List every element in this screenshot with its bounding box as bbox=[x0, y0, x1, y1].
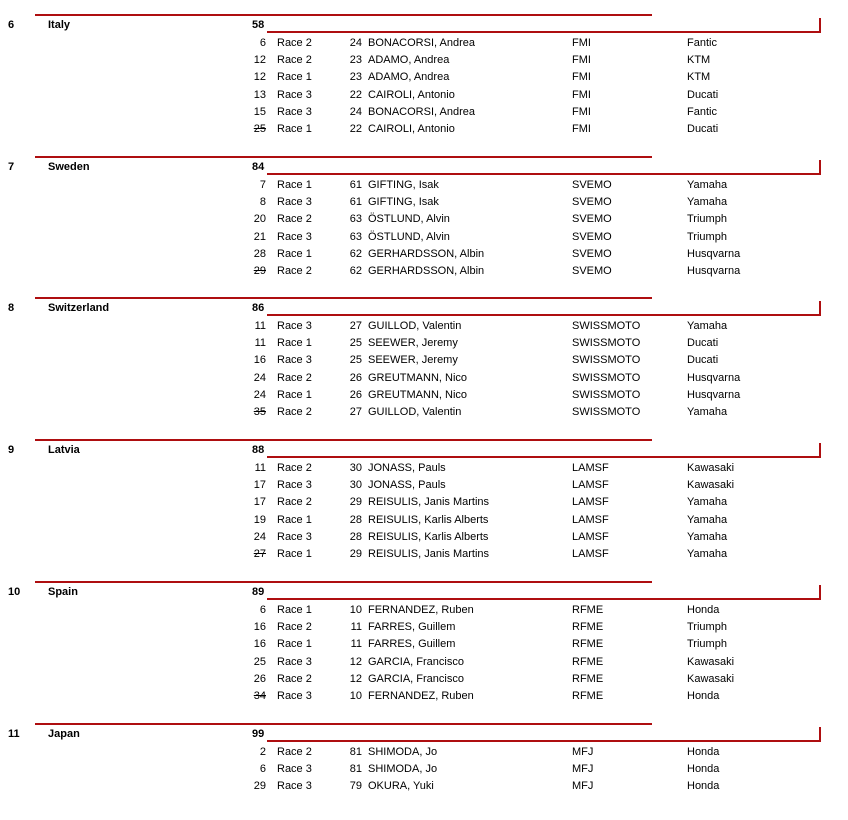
race-cell: Race 2 bbox=[277, 462, 312, 474]
rider-name-cell: FERNANDEZ, Ruben bbox=[368, 690, 474, 702]
rider-name-cell: GUILLOD, Valentin bbox=[368, 320, 462, 332]
rider-name-cell: GREUTMANN, Nico bbox=[368, 389, 468, 401]
rider-name-cell: SEEWER, Jeremy bbox=[368, 337, 458, 349]
federation-cell: SVEMO bbox=[572, 231, 612, 243]
rider-name-cell: SHIMODA, Jo bbox=[368, 746, 438, 758]
bike-number-cell: 29 bbox=[349, 548, 362, 560]
result-row bbox=[0, 353, 848, 367]
bike-brand-cell: Yamaha bbox=[687, 320, 728, 332]
position-cell: 11 bbox=[254, 462, 266, 474]
rider-name-cell: JONASS, Pauls bbox=[368, 462, 446, 474]
race-cell: Race 1 bbox=[277, 248, 312, 260]
rider-name-cell: GIFTING, Isak bbox=[368, 196, 439, 208]
bike-number-cell: 61 bbox=[349, 179, 362, 191]
position-cell: 11 bbox=[254, 337, 266, 349]
bike-number-cell: 79 bbox=[349, 780, 362, 792]
rider-name-cell: GERHARDSSON, Albin bbox=[368, 265, 485, 277]
position-cell: 24 bbox=[253, 531, 266, 543]
rider-name-cell: CAIROLI, Antonio bbox=[368, 123, 455, 135]
race-cell: Race 3 bbox=[277, 89, 312, 101]
bike-brand-cell: Yamaha bbox=[687, 406, 728, 418]
rider-name-cell: GARCIA, Francisco bbox=[368, 656, 464, 668]
country-rank: 8 bbox=[8, 302, 15, 314]
position-cell: 16 bbox=[253, 621, 266, 633]
rider-name-cell: ADAMO, Andrea bbox=[368, 71, 450, 83]
bike-brand-cell: KTM bbox=[687, 54, 711, 66]
bike-number-cell: 61 bbox=[349, 196, 362, 208]
result-row bbox=[0, 603, 848, 617]
country-points: 58 bbox=[252, 19, 265, 31]
country-section bbox=[0, 14, 848, 156]
bike-number-cell: 10 bbox=[349, 690, 362, 702]
result-row bbox=[0, 637, 848, 651]
race-cell: Race 2 bbox=[277, 496, 312, 508]
federation-cell: SVEMO bbox=[572, 196, 612, 208]
country-name: Spain bbox=[48, 586, 78, 598]
position-cell: 2 bbox=[259, 746, 266, 758]
bike-brand-cell: Yamaha bbox=[687, 179, 728, 191]
federation-cell: FMI bbox=[572, 71, 591, 83]
bike-brand-cell: Triumph bbox=[687, 231, 727, 243]
rider-name-cell: GERHARDSSON, Albin bbox=[368, 248, 485, 260]
race-cell: Race 2 bbox=[277, 746, 312, 758]
race-cell: Race 2 bbox=[277, 213, 312, 225]
rows-divider-line bbox=[267, 598, 821, 600]
bike-number-cell: 11 bbox=[350, 621, 362, 633]
rows-divider-tick bbox=[819, 301, 821, 316]
bike-brand-cell: Ducati bbox=[687, 123, 719, 135]
result-row bbox=[0, 212, 848, 226]
result-row bbox=[0, 530, 848, 544]
race-cell: Race 1 bbox=[277, 604, 312, 616]
country-section bbox=[0, 297, 848, 439]
result-row bbox=[0, 264, 848, 278]
bike-number-cell: 22 bbox=[349, 123, 362, 135]
rows-divider-line bbox=[267, 740, 821, 742]
position-cell: 16 bbox=[253, 354, 266, 366]
bike-number-cell: 26 bbox=[349, 389, 362, 401]
federation-cell: SWISSMOTO bbox=[572, 354, 641, 366]
race-cell: Race 3 bbox=[277, 656, 312, 668]
bike-number-cell: 63 bbox=[349, 231, 362, 243]
rider-name-cell: FARRES, Guillem bbox=[368, 621, 456, 633]
bike-brand-cell: Triumph bbox=[687, 213, 727, 225]
position-cell: 28 bbox=[253, 248, 266, 260]
rows-divider-tick bbox=[819, 585, 821, 600]
result-row bbox=[0, 122, 848, 136]
bike-number-cell: 62 bbox=[349, 265, 362, 277]
position-cell: 7 bbox=[259, 179, 266, 191]
section-divider-line bbox=[35, 156, 652, 158]
race-cell: Race 3 bbox=[277, 780, 312, 792]
position-cell: 6 bbox=[259, 604, 266, 616]
section-divider-line bbox=[35, 297, 652, 299]
result-row bbox=[0, 247, 848, 261]
result-row bbox=[0, 478, 848, 492]
result-row bbox=[0, 88, 848, 102]
position-cell: 25 bbox=[253, 123, 266, 135]
bike-number-cell: 10 bbox=[349, 604, 362, 616]
race-cell: Race 1 bbox=[277, 389, 312, 401]
rider-name-cell: BONACORSI, Andrea bbox=[368, 106, 475, 118]
position-cell: 29 bbox=[253, 780, 266, 792]
bike-brand-cell: Yamaha bbox=[687, 531, 728, 543]
result-row bbox=[0, 70, 848, 84]
federation-cell: RFME bbox=[572, 621, 604, 633]
country-rank: 7 bbox=[8, 161, 15, 173]
bike-brand-cell: Fantic bbox=[687, 106, 717, 118]
race-cell: Race 2 bbox=[277, 673, 312, 685]
rows-divider-tick bbox=[819, 443, 821, 458]
race-cell: Race 1 bbox=[277, 514, 312, 526]
result-row bbox=[0, 105, 848, 119]
rider-name-cell: GIFTING, Isak bbox=[368, 179, 439, 191]
federation-cell: RFME bbox=[572, 638, 604, 650]
result-row bbox=[0, 655, 848, 669]
federation-cell: SWISSMOTO bbox=[572, 406, 641, 418]
bike-brand-cell: Fantic bbox=[687, 37, 717, 49]
position-cell: 24 bbox=[253, 372, 266, 384]
bike-brand-cell: Yamaha bbox=[687, 196, 728, 208]
position-cell: 12 bbox=[253, 71, 266, 83]
rows-divider-line bbox=[267, 31, 821, 33]
rider-name-cell: JONASS, Pauls bbox=[368, 479, 446, 491]
rider-name-cell: SHIMODA, Jo bbox=[368, 763, 438, 775]
race-cell: Race 1 bbox=[277, 71, 312, 83]
race-cell: Race 3 bbox=[277, 479, 312, 491]
rider-name-cell: FERNANDEZ, Ruben bbox=[368, 604, 474, 616]
result-row bbox=[0, 371, 848, 385]
result-row bbox=[0, 405, 848, 419]
federation-cell: FMI bbox=[572, 89, 591, 101]
position-cell: 34 bbox=[253, 690, 266, 702]
race-cell: Race 2 bbox=[277, 54, 312, 66]
race-cell: Race 3 bbox=[277, 531, 312, 543]
federation-cell: SWISSMOTO bbox=[572, 389, 641, 401]
position-cell: 17 bbox=[253, 479, 266, 491]
rows-divider-tick bbox=[819, 18, 821, 33]
rider-name-cell: REISULIS, Janis Martins bbox=[368, 496, 490, 508]
result-row bbox=[0, 547, 848, 561]
bike-number-cell: 12 bbox=[349, 673, 362, 685]
rider-name-cell: ÖSTLUND, Alvin bbox=[368, 231, 450, 243]
country-name: Sweden bbox=[48, 161, 90, 173]
position-cell: 24 bbox=[253, 389, 266, 401]
bike-brand-cell: Husqvarna bbox=[687, 372, 741, 384]
rider-name-cell: FARRES, Guillem bbox=[368, 638, 456, 650]
rows-divider-line bbox=[267, 314, 821, 316]
bike-brand-cell: Honda bbox=[687, 604, 720, 616]
rows-divider-line bbox=[267, 173, 821, 175]
country-name: Switzerland bbox=[48, 302, 110, 314]
race-cell: Race 1 bbox=[277, 337, 312, 349]
bike-brand-cell: Yamaha bbox=[687, 514, 728, 526]
federation-cell: FMI bbox=[572, 123, 591, 135]
section-divider-line bbox=[35, 439, 652, 441]
country-rank: 9 bbox=[8, 444, 15, 456]
position-cell: 13 bbox=[253, 89, 266, 101]
federation-cell: MFJ bbox=[572, 746, 594, 758]
bike-number-cell: 25 bbox=[349, 354, 362, 366]
position-cell: 25 bbox=[253, 656, 266, 668]
position-cell: 11 bbox=[254, 320, 266, 332]
bike-brand-cell: Honda bbox=[687, 780, 720, 792]
race-cell: Race 3 bbox=[277, 354, 312, 366]
country-points: 88 bbox=[252, 444, 265, 456]
federation-cell: RFME bbox=[572, 604, 604, 616]
bike-brand-cell: Kawasaki bbox=[687, 673, 735, 685]
result-row bbox=[0, 336, 848, 350]
federation-cell: SWISSMOTO bbox=[572, 337, 641, 349]
bike-number-cell: 26 bbox=[349, 372, 362, 384]
federation-cell: LAMSF bbox=[572, 462, 609, 474]
race-cell: Race 2 bbox=[277, 621, 312, 633]
result-row bbox=[0, 461, 848, 475]
position-cell: 6 bbox=[259, 37, 266, 49]
bike-brand-cell: Husqvarna bbox=[687, 265, 741, 277]
rider-name-cell: SEEWER, Jeremy bbox=[368, 354, 458, 366]
federation-cell: RFME bbox=[572, 656, 604, 668]
position-cell: 20 bbox=[253, 213, 266, 225]
federation-cell: MFJ bbox=[572, 763, 594, 775]
bike-brand-cell: Honda bbox=[687, 763, 720, 775]
race-cell: Race 2 bbox=[277, 406, 312, 418]
position-cell: 8 bbox=[259, 196, 266, 208]
race-cell: Race 3 bbox=[277, 106, 312, 118]
country-section bbox=[0, 581, 848, 723]
position-cell: 12 bbox=[253, 54, 266, 66]
rider-name-cell: GARCIA, Francisco bbox=[368, 673, 464, 685]
bike-number-cell: 24 bbox=[349, 106, 362, 118]
bike-brand-cell: Yamaha bbox=[687, 548, 728, 560]
bike-number-cell: 81 bbox=[349, 746, 362, 758]
bike-number-cell: 25 bbox=[349, 337, 362, 349]
federation-cell: MFJ bbox=[572, 780, 594, 792]
position-cell: 29 bbox=[253, 265, 266, 277]
result-row bbox=[0, 762, 848, 776]
bike-number-cell: 28 bbox=[349, 531, 362, 543]
result-row bbox=[0, 388, 848, 402]
federation-cell: SWISSMOTO bbox=[572, 372, 641, 384]
rider-name-cell: CAIROLI, Antonio bbox=[368, 89, 455, 101]
race-cell: Race 2 bbox=[277, 372, 312, 384]
race-cell: Race 3 bbox=[277, 690, 312, 702]
bike-number-cell: 23 bbox=[349, 54, 362, 66]
bike-number-cell: 24 bbox=[349, 37, 362, 49]
result-row bbox=[0, 195, 848, 209]
position-cell: 19 bbox=[253, 514, 266, 526]
bike-brand-cell: Ducati bbox=[687, 354, 719, 366]
federation-cell: FMI bbox=[572, 37, 591, 49]
federation-cell: LAMSF bbox=[572, 514, 609, 526]
position-cell: 15 bbox=[253, 106, 266, 118]
bike-brand-cell: Ducati bbox=[687, 89, 719, 101]
bike-number-cell: 23 bbox=[349, 71, 362, 83]
country-name: Japan bbox=[48, 728, 80, 740]
rider-name-cell: OKURA, Yuki bbox=[368, 780, 434, 792]
country-points: 89 bbox=[252, 586, 265, 598]
bike-number-cell: 28 bbox=[349, 514, 362, 526]
bike-number-cell: 22 bbox=[349, 89, 362, 101]
bike-brand-cell: Ducati bbox=[687, 337, 719, 349]
bike-number-cell: 63 bbox=[349, 213, 362, 225]
federation-cell: SVEMO bbox=[572, 265, 612, 277]
race-cell: Race 2 bbox=[277, 265, 312, 277]
bike-brand-cell: Triumph bbox=[687, 638, 727, 650]
bike-brand-cell: Kawasaki bbox=[687, 462, 735, 474]
result-row bbox=[0, 689, 848, 703]
rider-name-cell: REISULIS, Janis Martins bbox=[368, 548, 490, 560]
country-name: Italy bbox=[48, 19, 71, 31]
federation-cell: FMI bbox=[572, 106, 591, 118]
bike-number-cell: 11 bbox=[350, 638, 362, 650]
race-cell: Race 2 bbox=[277, 37, 312, 49]
rider-name-cell: GUILLOD, Valentin bbox=[368, 406, 462, 418]
rows-divider-tick bbox=[819, 160, 821, 175]
race-cell: Race 1 bbox=[277, 548, 312, 560]
federation-cell: LAMSF bbox=[572, 548, 609, 560]
result-row bbox=[0, 513, 848, 527]
federation-cell: SVEMO bbox=[572, 179, 612, 191]
country-points: 84 bbox=[252, 161, 265, 173]
position-cell: 21 bbox=[253, 231, 266, 243]
bike-number-cell: 29 bbox=[349, 496, 362, 508]
bike-brand-cell: Honda bbox=[687, 746, 720, 758]
country-section bbox=[0, 439, 848, 581]
result-row bbox=[0, 495, 848, 509]
federation-cell: LAMSF bbox=[572, 479, 609, 491]
race-cell: Race 3 bbox=[277, 196, 312, 208]
section-divider-line bbox=[35, 14, 652, 16]
result-row bbox=[0, 620, 848, 634]
race-cell: Race 1 bbox=[277, 179, 312, 191]
rider-name-cell: ADAMO, Andrea bbox=[368, 54, 450, 66]
bike-brand-cell: Yamaha bbox=[687, 496, 728, 508]
position-cell: 6 bbox=[259, 763, 266, 775]
bike-brand-cell: KTM bbox=[687, 71, 711, 83]
result-row bbox=[0, 745, 848, 759]
race-cell: Race 3 bbox=[277, 320, 312, 332]
position-cell: 16 bbox=[253, 638, 266, 650]
country-section bbox=[0, 723, 848, 820]
federation-cell: RFME bbox=[572, 690, 604, 702]
rows-divider-tick bbox=[819, 727, 821, 742]
federation-cell: FMI bbox=[572, 54, 591, 66]
result-row bbox=[0, 53, 848, 67]
race-cell: Race 3 bbox=[277, 231, 312, 243]
rider-name-cell: ÖSTLUND, Alvin bbox=[368, 213, 450, 225]
federation-cell: SWISSMOTO bbox=[572, 320, 641, 332]
bike-brand-cell: Kawasaki bbox=[687, 479, 735, 491]
rider-name-cell: REISULIS, Karlis Alberts bbox=[368, 531, 489, 543]
country-points: 99 bbox=[252, 728, 265, 740]
race-cell: Race 3 bbox=[277, 763, 312, 775]
position-cell: 27 bbox=[253, 548, 266, 560]
bike-number-cell: 27 bbox=[349, 320, 362, 332]
federation-cell: LAMSF bbox=[572, 531, 609, 543]
country-rank: 11 bbox=[8, 728, 20, 740]
bike-brand-cell: Kawasaki bbox=[687, 656, 735, 668]
country-name: Latvia bbox=[48, 444, 80, 456]
result-row bbox=[0, 779, 848, 793]
country-rank: 6 bbox=[8, 19, 15, 31]
bike-brand-cell: Husqvarna bbox=[687, 389, 741, 401]
country-section bbox=[0, 156, 848, 298]
result-row bbox=[0, 230, 848, 244]
result-row bbox=[0, 319, 848, 333]
race-cell: Race 1 bbox=[277, 123, 312, 135]
position-cell: 17 bbox=[253, 496, 266, 508]
position-cell: 26 bbox=[253, 673, 266, 685]
rider-name-cell: REISULIS, Karlis Alberts bbox=[368, 514, 489, 526]
country-points: 86 bbox=[252, 302, 265, 314]
position-cell: 35 bbox=[253, 406, 266, 418]
country-rank: 10 bbox=[8, 586, 21, 598]
rider-name-cell: BONACORSI, Andrea bbox=[368, 37, 475, 49]
result-row bbox=[0, 36, 848, 50]
race-cell: Race 1 bbox=[277, 638, 312, 650]
section-divider-line bbox=[35, 723, 652, 725]
section-divider-line bbox=[35, 581, 652, 583]
federation-cell: LAMSF bbox=[572, 496, 609, 508]
bike-number-cell: 30 bbox=[349, 462, 362, 474]
federation-cell: RFME bbox=[572, 673, 604, 685]
bike-number-cell: 30 bbox=[349, 479, 362, 491]
bike-number-cell: 62 bbox=[349, 248, 362, 260]
bike-brand-cell: Triumph bbox=[687, 621, 727, 633]
rider-name-cell: GREUTMANN, Nico bbox=[368, 372, 468, 384]
rows-divider-line bbox=[267, 456, 821, 458]
bike-number-cell: 12 bbox=[349, 656, 362, 668]
bike-number-cell: 81 bbox=[349, 763, 362, 775]
federation-cell: SVEMO bbox=[572, 213, 612, 225]
federation-cell: SVEMO bbox=[572, 248, 612, 260]
result-row bbox=[0, 178, 848, 192]
bike-brand-cell: Husqvarna bbox=[687, 248, 741, 260]
bike-number-cell: 27 bbox=[349, 406, 362, 418]
bike-brand-cell: Honda bbox=[687, 690, 720, 702]
result-row bbox=[0, 672, 848, 686]
